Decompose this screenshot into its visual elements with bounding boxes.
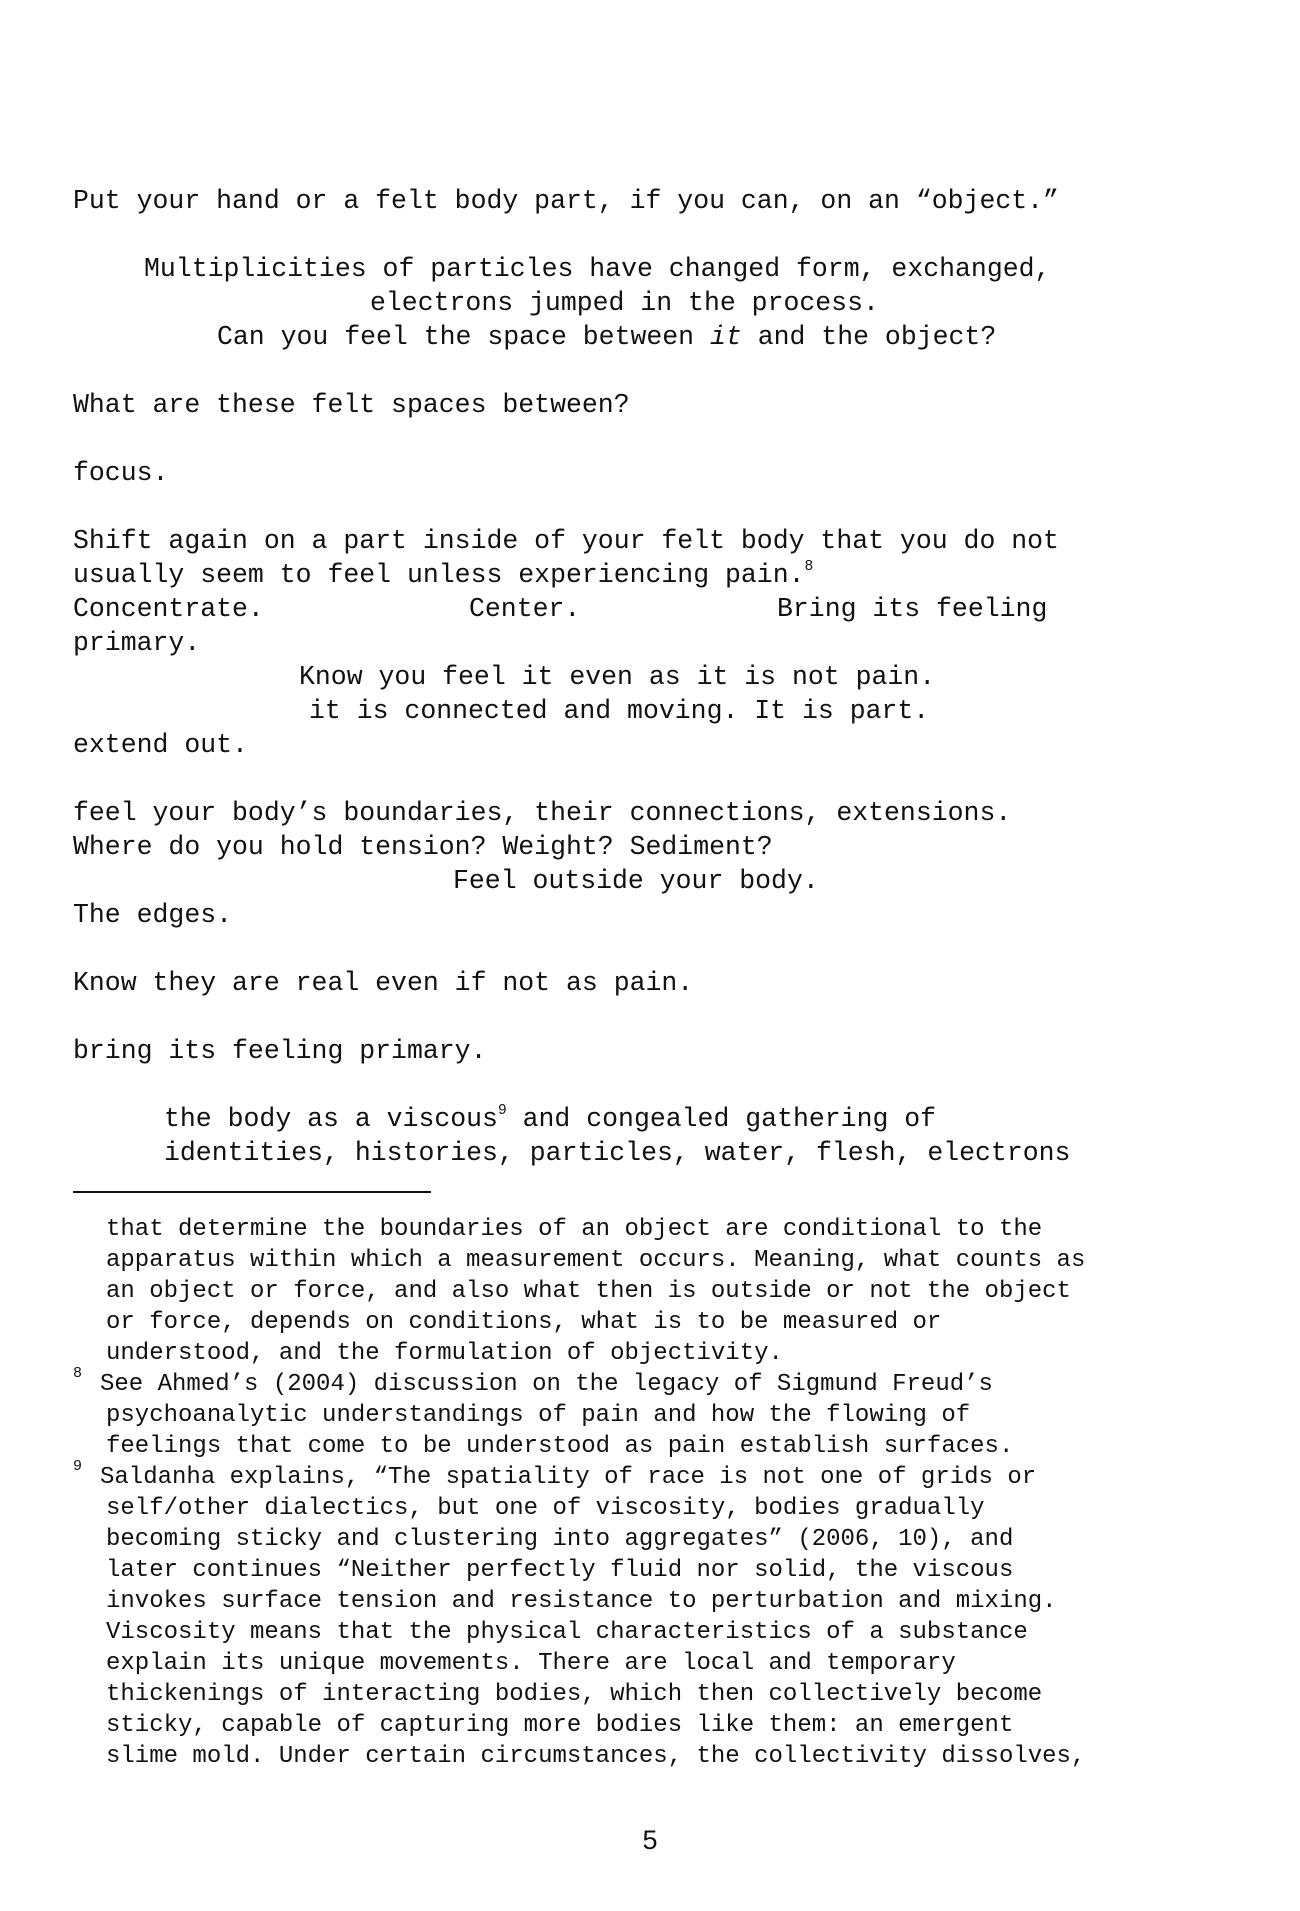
poem-text: and the object? [741,322,997,352]
poem-line: Center. [469,594,581,624]
footnote-line: apparatus within which a measurement occurs. Meaning, what counts as [106,1247,1086,1274]
footnote-line: explain its unique movements. There are local and temporary [106,1650,956,1677]
poem-line: Shift again on a part inside of your felt body that you do not [73,526,1059,556]
poem-line: Concentrate. [73,594,264,624]
footnote-line: See Ahmed’s (2004) discussion on the legacy of Sigmund Freud’s [100,1371,993,1398]
footnote-line: or force, depends on conditions, what is to be measured or [106,1309,942,1336]
poem-line: The edges. [73,900,233,930]
poem-line: bring its feeling primary. [73,1036,487,1066]
poem-line: extend out. [73,730,248,760]
poem-emphasis: it [709,322,742,352]
poem-line: Bring its feeling [777,594,1048,624]
poem-text: the body as a viscous [164,1104,498,1134]
poem-line: feel your body’s boundaries, their connections, extensions. [73,798,1012,828]
footnote-line: becoming sticky and clustering into aggregates” (2006, 10), and [106,1526,1014,1553]
poem-line: electrons jumped in the process. [370,288,879,318]
footnote-line: Saldanha explains, “The spatiality of race is not one of grids or [100,1464,1037,1491]
poem-text: usually seem to feel unless experiencing pain. [73,560,805,590]
page-number: 5 [642,1825,658,1855]
poem-line: Know you feel it even as it is not pain. [299,662,936,692]
footnote-line: slime mold. Under certain circumstances, the collectivity dissolves, [106,1743,1086,1770]
poem-line [164,1102,936,1136]
poem-line [217,320,996,354]
footnote-line: later continues “Neither perfectly fluid nor solid, the viscous [106,1557,1014,1584]
footnote-line: invokes surface tension and resistance to perturbation and mixing. [106,1588,1057,1615]
footnote-line: Viscosity means that the physical characteristics of a substance [106,1619,1028,1646]
poem-line: Put your hand or a felt body part, if you can, on an “object.” [73,186,1059,216]
footnote-ref: 8 [804,559,814,575]
poem-line: Know they are real even if not as pain. [73,968,694,998]
poem-line: Feel outside your body. [453,866,819,896]
poem-line: primary. [73,628,201,658]
poem-line: Multiplicities of particles have changed form, exchanged, [144,254,1051,284]
poem-line [73,558,813,592]
poem-line: What are these felt spaces between? [73,390,630,420]
footnote-line: feelings that come to be understood as pain establish surfaces. [106,1433,1014,1460]
footnote-line: sticky, capable of capturing more bodies like them: an emergent [106,1712,1014,1739]
footnote-line: psychoanalytic understandings of pain and how the flowing of [106,1402,971,1429]
footnote-number: 8 [73,1365,83,1382]
footnote-number: 9 [73,1458,83,1475]
footnote-line: that determine the boundaries of an object are conditional to the [106,1216,1043,1243]
poem-text: Can you feel the space between [217,322,710,352]
footnote-line: self/other dialectics, but one of viscosity, bodies gradually [106,1495,985,1522]
footnote-separator [73,1191,431,1193]
poem-line: identities, histories, particles, water, flesh, electrons [164,1138,1071,1168]
poem-line: Where do you hold tension? Weight? Sediment? [73,832,773,862]
poem-text: and congealed gathering of [506,1104,937,1134]
footnote-line: understood, and the formulation of objectivity. [106,1340,783,1367]
footnote-ref: 9 [497,1103,507,1119]
poem-line: focus. [73,458,169,488]
footnote-line: an object or force, and also what then is outside or not the object [106,1278,1071,1305]
footnote-line: thickenings of interacting bodies, which then collectively become [106,1681,1043,1708]
poem-line: it is connected and moving. It is part. [309,696,930,726]
